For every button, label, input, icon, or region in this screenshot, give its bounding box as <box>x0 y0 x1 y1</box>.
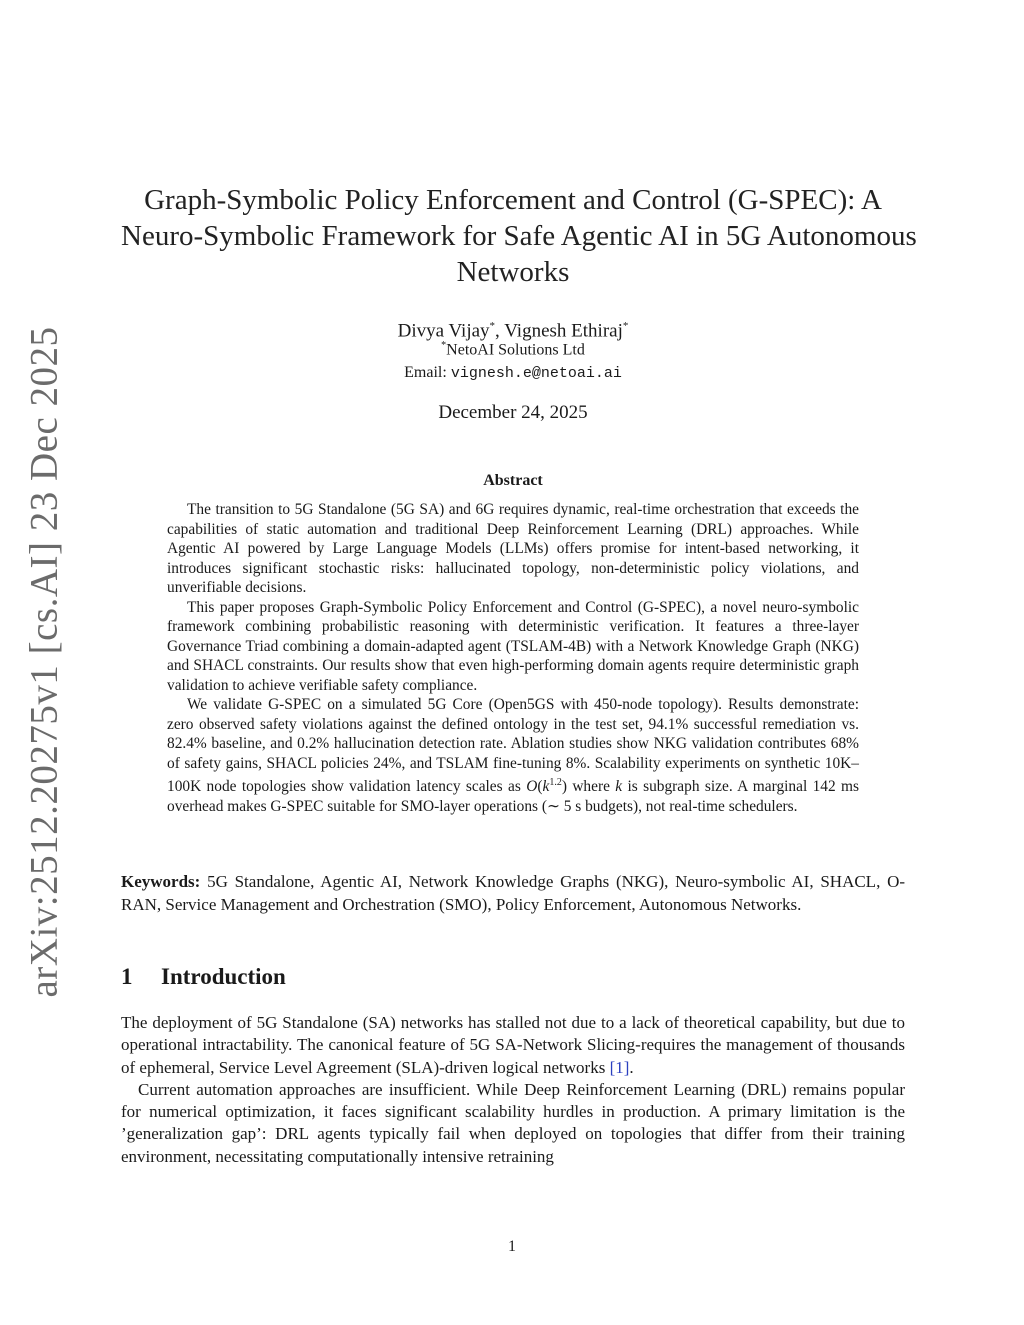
abstract-paragraph: This paper proposes Graph-Symbolic Policy Enforcement and Control (G-SPEC), a novel neuro-symbolic framework combining probabilistic reasoning with deterministic verification. It features a three-layer Governance Triad combining a domain-adapted agent (TSLAM-4B) with a Network Knowledge Graph (NKG) and SHACL constraints. Our results show that even high-performing domain agents require deterministic graph validation to achieve verifiable safety compliance. <box>167 598 859 694</box>
abstract-heading: Abstract <box>483 472 543 489</box>
paper-date: December 24, 2025 <box>438 402 588 423</box>
title-line: Graph-Symbolic Policy Enforcement and Control (G-SPEC): A <box>144 184 882 216</box>
author-mark: * <box>622 320 629 332</box>
author-mark: * <box>489 320 496 332</box>
body-paragraph <box>121 1012 905 1079</box>
keywords <box>121 871 905 916</box>
math-symbol: k <box>542 778 550 796</box>
math-symbol: k <box>615 778 623 796</box>
citation-link[interactable]: [1] <box>609 1057 630 1077</box>
body-text: The deployment of 5G Standalone (SA) networks has stalled not due to a lack of theoretical capability, but due to operational intractability. The canonical feature of 5G SA-Network Slicing-requires the management of thousands of ephemeral, Service Level Agreement (SLA)-driven logical networks <box>121 1013 905 1077</box>
math-symbol: ( <box>537 778 543 796</box>
abstract-text: We validate G-SPEC on a simulated 5G Core (Open5GS with 450-node topology). Results demonstrate: zero observed safety violations against the defined ontology in the test set, 94.1% successful remediation vs. 82.4% baseline, and 0.2% hallucination detection rate. Ablation studies show NKG validation contributes 68% of safety gains, SHACL policies 24%, and TSLAM fine-tuning 8%. Scalability experiments on synthetic 10K–100K node topologies show validation latency scales as <box>167 696 859 796</box>
abstract-body <box>167 500 859 816</box>
section-heading <box>121 964 905 990</box>
abstract-text: is subgraph size. A marginal 142 ms overhead makes G-SPEC suitable for SMO-layer operations (∼ 5 s budgets), not real-time schedulers. <box>167 778 859 815</box>
affiliation-name: NetoAI Solutions Ltd <box>446 341 585 359</box>
author-separator: , <box>495 320 505 342</box>
abstract-paragraph: The transition to 5G Standalone (5G SA) and 6G requires dynamic, real-time orchestration that exceeds the capabilities of static automation and traditional Deep Reinforcement Learning (DRL) approaches. While Agentic AI powered by Large Language Models (LLMs) offers promise for intent-based networking, it introduces significant stochastic risks: hallucinated topology, non-deterministic policy violations, and unverifiable decisions. <box>167 501 859 596</box>
page-number: 1 <box>508 1238 516 1255</box>
title-line: Networks <box>456 256 570 288</box>
arxiv-identifier-stamp: arXiv:2512.20275v1 [cs.AI] 23 Dec 2025 <box>22 326 66 998</box>
body-text: . <box>629 1057 634 1077</box>
section-number: 1 <box>121 964 133 989</box>
email-line <box>121 364 905 382</box>
math-symbol: ) <box>561 778 567 796</box>
abstract-text: where <box>566 778 616 796</box>
affiliation <box>121 340 905 359</box>
affiliation-mark: * <box>441 340 447 351</box>
keywords-label: Keywords: <box>121 872 201 891</box>
math-exponent: 1.2 <box>549 777 562 788</box>
section-title: Introduction <box>161 964 286 989</box>
email-address[interactable]: vignesh.e@netoai.ai <box>450 365 622 382</box>
abstract-paragraph <box>167 695 859 816</box>
author-list <box>121 314 905 343</box>
math-symbol: O <box>526 778 538 796</box>
author-name: Divya Vijay <box>397 320 490 342</box>
introduction-body <box>121 1012 905 1168</box>
title-line: Neuro-Symbolic Framework for Safe Agentic AI in 5G Autonomous <box>121 220 917 252</box>
paper-title <box>121 182 917 290</box>
keywords-text: 5G Standalone, Agentic AI, Network Knowledge Graphs (NKG), Neuro-symbolic AI, SHACL, O-RAN, Service Management and Orchestration (SMO), Policy Enforcement, Autonomous Networks. <box>121 872 906 914</box>
body-paragraph: Current automation approaches are insufficient. While Deep Reinforcement Learning (DRL) remains popular for numerical optimization, it faces significant scalability hurdles in production. A primary limitation is the ’generalization gap’: DRL agents typically fail when deployed on topologies that differ from their training environment, necessitating computationally intensive retraining <box>121 1079 905 1166</box>
email-label: Email: <box>404 364 447 381</box>
author-name: Vignesh Ethiraj <box>504 320 623 342</box>
